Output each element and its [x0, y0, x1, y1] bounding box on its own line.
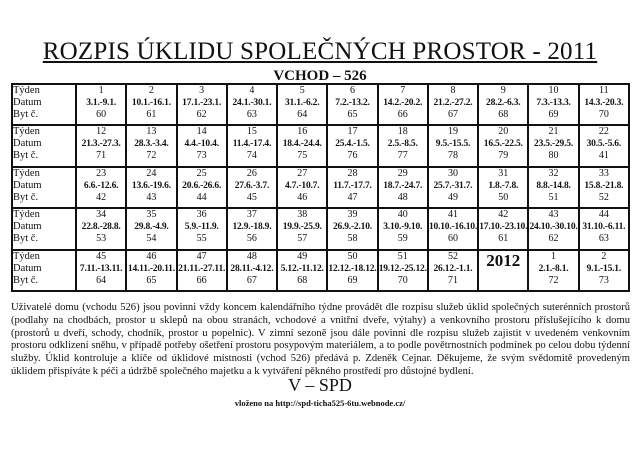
- week-number: 12: [96, 126, 107, 138]
- week-cell: [528, 208, 578, 249]
- apartment-number: 61: [146, 109, 157, 120]
- week-cell: [126, 250, 176, 291]
- week-cell: [528, 125, 578, 166]
- week-cell: [428, 84, 478, 125]
- apartment-number: 55: [196, 233, 207, 245]
- week-date-range: 14.2.-20.2.: [383, 98, 423, 108]
- schedule-row: [12, 167, 629, 208]
- week-date-range: 21.2.-27.2.: [433, 98, 473, 108]
- week-date-range: 24.10.-30.10.: [529, 222, 578, 233]
- week-cell: [378, 250, 428, 291]
- week-cell: [76, 125, 126, 166]
- week-date-range: 23.5.-29.5.: [534, 139, 573, 150]
- apartment-number: 75: [297, 150, 308, 162]
- week-cell: [227, 167, 277, 208]
- apartment-number: 64: [297, 109, 308, 120]
- week-cell: [579, 208, 629, 249]
- week-number: 17: [347, 126, 358, 138]
- week-number: 48: [246, 250, 257, 262]
- week-date-range: 7.3.-13.3.: [536, 98, 571, 108]
- row-label: Týden: [13, 126, 40, 138]
- week-number: 43: [548, 209, 559, 221]
- week-number: 51: [397, 250, 408, 262]
- week-number: 28: [347, 167, 358, 179]
- week-date-range: 14.3.-20.3.: [584, 98, 624, 108]
- row-label: Datum: [13, 97, 42, 108]
- week-cell: [126, 84, 176, 125]
- week-cell: [227, 250, 277, 291]
- entrance-subtitle: VCHOD – 526: [273, 68, 367, 84]
- apartment-number: 53: [96, 233, 107, 245]
- week-number: 38: [297, 209, 308, 221]
- week-date-range: 2.1.-8.1.: [538, 263, 569, 274]
- week-number: 4: [249, 85, 255, 96]
- apartment-number: 77: [397, 150, 408, 162]
- week-number: 39: [347, 209, 358, 221]
- apartment-number: 68: [297, 274, 308, 286]
- week-date-range: 28.2.-6.3.: [486, 98, 521, 108]
- week-date-range: 25.7.-31.7.: [433, 180, 473, 191]
- week-date-range: 5.12.-11.12.: [280, 263, 324, 274]
- week-number: 46: [146, 250, 157, 262]
- apartment-number: 76: [347, 150, 358, 162]
- apartment-number: 47: [347, 191, 358, 203]
- apartment-number: 71: [447, 274, 458, 286]
- apartment-number: 73: [196, 150, 207, 162]
- week-date-range: 26.9.-2.10.: [332, 222, 372, 233]
- apartment-number: 70: [598, 109, 609, 120]
- week-number: 45: [96, 250, 107, 262]
- week-cell: [478, 84, 528, 125]
- week-number: 30: [447, 167, 458, 179]
- apartment-number: 44: [196, 191, 207, 203]
- apartment-number: 52: [598, 191, 609, 203]
- apartment-number: 43: [146, 191, 157, 203]
- apartment-number: 60: [447, 233, 458, 245]
- week-cell: [428, 125, 478, 166]
- week-date-range: 25.4.-1.5.: [335, 139, 370, 150]
- week-cell: [528, 167, 578, 208]
- row-label: Datum: [13, 262, 42, 274]
- week-date-range: 11.7.-17.7.: [333, 180, 372, 191]
- week-cell: [227, 84, 277, 125]
- week-date-range: 2.5.-8.5.: [387, 139, 418, 150]
- week-number: 33: [598, 167, 609, 179]
- apartment-number: 80: [548, 150, 559, 162]
- apartment-number: 42: [96, 191, 107, 203]
- week-cell: [126, 125, 176, 166]
- week-date-range: 1.8.-7.8.: [488, 180, 519, 191]
- apartment-number: 57: [297, 233, 308, 245]
- week-date-range: 17.1.-23.1.: [182, 98, 222, 108]
- apartment-number: 74: [246, 150, 257, 162]
- apartment-number: 63: [598, 233, 609, 245]
- week-date-range: 5.9.-11.9.: [184, 222, 219, 233]
- apartment-number: 51: [548, 191, 559, 203]
- apartment-number: 69: [347, 274, 358, 286]
- row-label: Byt č.: [13, 274, 39, 286]
- week-date-range: 16.5.-22.5.: [483, 139, 523, 150]
- week-cell: [177, 167, 227, 208]
- week-date-range: 22.8.-28.8.: [81, 222, 121, 233]
- apartment-number: 54: [146, 233, 157, 245]
- week-number: 19: [447, 126, 458, 138]
- row-labels: [12, 208, 76, 249]
- week-number: 50: [347, 250, 358, 262]
- apartment-number: 41: [598, 150, 609, 162]
- week-date-range: 7.2.-13.2.: [335, 98, 370, 108]
- apartment-number: 50: [498, 191, 509, 203]
- week-number: 36: [196, 209, 207, 221]
- week-date-range: 8.8.-14.8.: [536, 180, 571, 191]
- week-cell: [177, 125, 227, 166]
- week-date-range: 30.5.-5.6.: [586, 139, 622, 150]
- week-date-range: 12.12.-18.12.: [328, 263, 377, 274]
- row-labels: [12, 167, 76, 208]
- week-number: 31: [498, 167, 509, 179]
- row-label: Byt č.: [13, 109, 39, 120]
- week-number: 23: [96, 167, 107, 179]
- apartment-number: 66: [196, 274, 207, 286]
- week-date-range: 9.1.-15.1.: [586, 263, 622, 274]
- week-cell: [378, 167, 428, 208]
- apartment-number: 59: [397, 233, 408, 245]
- week-cell: [327, 84, 377, 125]
- apartment-number: 45: [246, 191, 257, 203]
- week-number: 16: [297, 126, 308, 138]
- row-label: Týden: [13, 85, 40, 96]
- row-labels: [12, 250, 76, 291]
- apartment-number: 72: [146, 150, 157, 162]
- week-number: 18: [397, 126, 408, 138]
- week-date-range: 3.1.-9.1.: [86, 98, 117, 108]
- week-number: 29: [397, 167, 408, 179]
- week-number: 42: [498, 209, 509, 221]
- row-label: Byt č.: [13, 191, 39, 203]
- row-labels: [12, 84, 76, 125]
- week-date-range: 28.3.-3.4.: [134, 139, 169, 150]
- week-cell: [579, 125, 629, 166]
- schedule-row: [12, 84, 629, 125]
- row-label: Datum: [13, 138, 42, 150]
- apartment-number: 48: [397, 191, 408, 203]
- week-cell: [126, 167, 176, 208]
- week-number: 6: [349, 85, 355, 96]
- week-number: 3: [199, 85, 205, 96]
- week-cell: [579, 84, 629, 125]
- cleaning-schedule-table: [11, 83, 630, 292]
- week-number: 2: [148, 85, 154, 96]
- week-date-range: 21.11.-27.11.: [178, 263, 226, 274]
- week-number: 47: [196, 250, 207, 262]
- row-label: Týden: [13, 167, 40, 179]
- apartment-number: 62: [196, 109, 207, 120]
- week-cell: [327, 208, 377, 249]
- week-date-range: 4.7.-10.7.: [284, 180, 320, 191]
- week-number: 24: [146, 167, 157, 179]
- week-date-range: 18.7.-24.7.: [383, 180, 423, 191]
- row-label: Datum: [13, 221, 42, 233]
- week-date-range: 18.4.-24.4.: [282, 139, 322, 150]
- week-number: 21: [548, 126, 559, 138]
- week-number: 5: [299, 85, 305, 96]
- week-number: 44: [598, 209, 609, 221]
- apartment-number: 71: [96, 150, 107, 162]
- apartment-number: 56: [246, 233, 257, 245]
- week-date-range: 24.1.-30.1.: [232, 98, 272, 108]
- instructions-paragraph: Uživatelé domu (vchodu 526) jsou povinni vždy koncem kalendářního týdne provádět dle rozpisu služeb úklid společných suterénních prostorů (podlahy na chodbách, prostor u sklepů na obou stranách, vchodové a vnitřní dveře, výtahy) a venkovního prostoru příslušejícího k domu (prostorů u dveří, schody, chodník, prostor u popelnic). V zimní sezoně jsou dále povinni dle rozpisu služeb zajistit v uvedeném venkovním prostoru odklizení sněhu, v případě potřeby ošetření prostoru posypovým materiálem, a to podle povětrnostních podmínek po celou dobu týdenní služby. Úklid kontroluje a klíče od úklidové místnosti (vchod 526) předává p. Zdeněk Cejnar. Děkujeme, že svým svědomitě provedeným úklidem přispíváte k péči a údržbě společného majetku a k vytváření pěkného prostředí pro důstojné bydlení.: [11, 302, 630, 377]
- week-date-range: 4.4.-10.4.: [184, 139, 219, 150]
- week-date-range: 19.9.-25.9.: [282, 222, 322, 233]
- week-cell: [227, 208, 277, 249]
- week-number: 25: [196, 167, 207, 179]
- week-cell: [76, 208, 126, 249]
- week-number: 49: [297, 250, 308, 262]
- week-cell: [378, 208, 428, 249]
- row-label: Datum: [13, 179, 42, 191]
- week-number: 26: [246, 167, 257, 179]
- week-date-range: 20.6.-26.6.: [182, 180, 222, 191]
- apartment-number: 67: [447, 109, 458, 120]
- week-cell: [428, 167, 478, 208]
- week-number: 40: [397, 209, 408, 221]
- apartment-number: 70: [397, 274, 408, 286]
- row-labels: [12, 125, 76, 166]
- week-cell: [428, 208, 478, 249]
- week-date-range: 13.6.-19.6.: [131, 180, 171, 191]
- week-cell: [277, 125, 327, 166]
- week-cell: [277, 250, 327, 291]
- week-cell: [579, 167, 629, 208]
- week-number: 22: [598, 126, 609, 138]
- week-cell: [277, 208, 327, 249]
- week-cell: [428, 250, 478, 291]
- week-cell: [177, 250, 227, 291]
- week-number: 37: [246, 209, 257, 221]
- week-cell: [277, 167, 327, 208]
- week-number: 14: [196, 126, 207, 138]
- week-number: 27: [297, 167, 308, 179]
- week-number: 32: [548, 167, 559, 179]
- schedule-row: [12, 125, 629, 166]
- week-date-range: 6.6.-12.6.: [83, 180, 119, 191]
- week-cell: [76, 84, 126, 125]
- week-date-range: 21.3.-27.3.: [81, 139, 121, 150]
- week-date-range: 10.10.-16.10.: [428, 222, 478, 233]
- apartment-number: 63: [246, 109, 257, 120]
- week-cell: [327, 125, 377, 166]
- week-cell: [378, 84, 428, 125]
- week-number: 7: [400, 85, 406, 96]
- week-date-range: 7.11.-13.11.: [79, 263, 123, 274]
- week-number: 35: [146, 209, 157, 221]
- week-date-range: 15.8.-21.8.: [584, 180, 624, 191]
- week-number: 52: [447, 250, 458, 262]
- week-cell: [327, 167, 377, 208]
- week-date-range: 26.12.-1.1.: [433, 263, 473, 274]
- row-label: Týden: [13, 209, 40, 221]
- week-number: 1: [98, 85, 104, 96]
- apartment-number: 46: [297, 191, 308, 203]
- week-date-range: 11.4.-17.4.: [232, 139, 272, 150]
- apartment-number: 65: [347, 109, 358, 120]
- week-date-range: 28.11.-4.12.: [230, 263, 274, 274]
- week-cell: [76, 167, 126, 208]
- apartment-number: 69: [548, 109, 559, 120]
- week-cell: [177, 208, 227, 249]
- apartment-number: 66: [397, 109, 408, 120]
- signature: V – SPD: [288, 375, 352, 395]
- week-cell: [478, 167, 528, 208]
- week-number: 8: [450, 85, 456, 96]
- week-number: 11: [599, 85, 609, 96]
- apartment-number: 61: [498, 233, 509, 245]
- apartment-number: 60: [96, 109, 107, 120]
- week-date-range: 27.6.-3.7.: [234, 180, 270, 191]
- week-number: 10: [548, 85, 559, 96]
- week-cell: [227, 125, 277, 166]
- week-date-range: 17.10.-23.10.: [479, 222, 528, 233]
- week-date-range: 31.10.-6.11.: [582, 222, 626, 233]
- week-number: 15: [246, 126, 257, 138]
- apartment-number: 49: [447, 191, 458, 203]
- week-cell: [327, 250, 377, 291]
- year-marker: 2012: [478, 250, 528, 291]
- schedule-row: [12, 250, 629, 291]
- apartment-number: 65: [146, 274, 157, 286]
- schedule-row: [12, 208, 629, 249]
- week-number: 13: [146, 126, 157, 138]
- week-date-range: 31.1.-6.2.: [284, 98, 320, 108]
- week-number: 20: [498, 126, 509, 138]
- apartment-number: 68: [498, 109, 509, 120]
- week-date-range: 14.11.-20.11.: [127, 263, 175, 274]
- week-cell: [579, 250, 629, 291]
- week-number: 34: [96, 209, 107, 221]
- week-cell: [528, 250, 578, 291]
- week-date-range: 10.1.-16.1.: [131, 98, 171, 108]
- week-date-range: 12.9.-18.9.: [232, 222, 272, 233]
- apartment-number: 64: [96, 274, 107, 286]
- row-label: Byt č.: [13, 150, 39, 162]
- week-cell: [478, 208, 528, 249]
- week-number: 2: [601, 250, 607, 262]
- apartment-number: 73: [598, 274, 609, 286]
- week-date-range: 9.5.-15.5.: [435, 139, 471, 150]
- posted-url: vloženo na http://spd-ticha525-6tu.webnode.cz/: [234, 398, 406, 408]
- week-cell: [378, 125, 428, 166]
- apartment-number: 67: [246, 274, 257, 286]
- week-cell: [277, 84, 327, 125]
- row-label: Týden: [13, 250, 40, 262]
- week-date-range: 19.12.-25.12.: [378, 263, 427, 274]
- apartment-number: 62: [548, 233, 559, 245]
- week-number: 1: [551, 250, 557, 262]
- week-cell: [478, 125, 528, 166]
- week-date-range: 29.8.-4.9.: [134, 222, 169, 233]
- week-cell: [126, 208, 176, 249]
- week-cell: [76, 250, 126, 291]
- row-label: Byt č.: [13, 233, 39, 245]
- week-date-range: 3.10.-9.10.: [383, 222, 423, 233]
- week-cell: [177, 84, 227, 125]
- apartment-number: 78: [447, 150, 458, 162]
- apartment-number: 72: [548, 274, 559, 286]
- apartment-number: 79: [498, 150, 509, 162]
- week-number: 41: [447, 209, 458, 221]
- week-number: 9: [500, 85, 506, 96]
- week-cell: [528, 84, 578, 125]
- page-title: ROZPIS ÚKLIDU SPOLEČNÝCH PROSTOR - 2011: [42, 38, 598, 65]
- apartment-number: 58: [347, 233, 358, 245]
